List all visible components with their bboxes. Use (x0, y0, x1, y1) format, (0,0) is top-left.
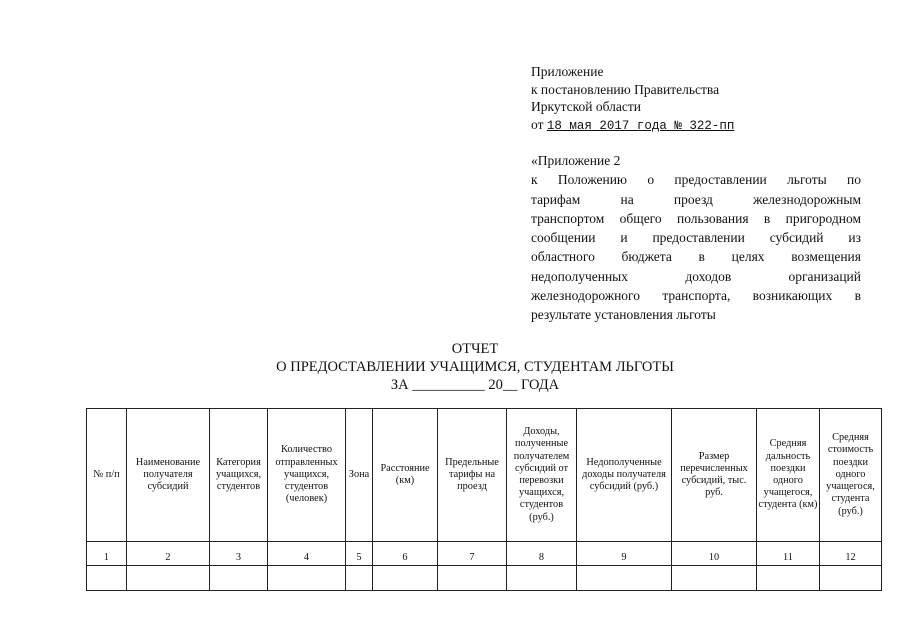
annex2-block (531, 151, 861, 325)
column-number-cell: 8 (507, 542, 577, 566)
empty-cell (438, 566, 507, 591)
annex-block (531, 63, 861, 135)
annex2-line-9: результате установления льготы (531, 307, 716, 323)
column-number-cell: 1 (87, 542, 127, 566)
annex-date-prefix: от (531, 116, 544, 132)
annex2-line-8: железнодорожного транспорта, возникающих в (531, 288, 861, 304)
header-cell: № п/п (87, 409, 127, 542)
annex-line-3: Иркутской области (531, 99, 642, 114)
header-cell: Категория учащихся, студентов (210, 409, 268, 542)
annex2-line-1: «Приложение 2 (531, 153, 621, 168)
annex2-line-6: областного бюджета в целях возмещения (531, 249, 861, 265)
report-subtitle: О ПРЕДОСТАВЛЕНИИ УЧАЩИМСЯ, СТУДЕНТАМ ЛЬГОТЫ (276, 359, 674, 375)
empty-cell (672, 566, 757, 591)
header-cell: Предельные тарифы на проезд (438, 409, 507, 542)
column-number-cell: 3 (210, 542, 268, 566)
header-cell: Количество отправленных учащихся, студентов (человек) (268, 409, 346, 542)
report-title: ОТЧЕТ (451, 341, 499, 357)
annex2-line-4: транспортом общего пользования в пригородном (531, 210, 861, 226)
annex-date-line (531, 116, 861, 136)
empty-cell (210, 566, 268, 591)
report-table (86, 408, 882, 591)
annex-line-1: Приложение (531, 64, 604, 79)
column-number-cell: 12 (820, 542, 882, 566)
empty-cell (346, 566, 373, 591)
empty-cell (757, 566, 820, 591)
header-cell: Средняя дальность поездки одного учащегося, студента (км) (757, 409, 820, 542)
annex2-line-2: к Положению о предоставлении льготы по (531, 172, 861, 188)
column-number-cell: 2 (127, 542, 210, 566)
empty-cell (268, 566, 346, 591)
table-header-row (87, 409, 882, 542)
report-title-block (230, 340, 720, 394)
annex-date-value: 18 мая 2017 года № 322-пп (546, 118, 735, 133)
annex-line-2: к постановлению Правительства (531, 81, 720, 97)
report-period-suffix: ГОДА (520, 377, 560, 393)
column-number-cell: 4 (268, 542, 346, 566)
empty-cell (87, 566, 127, 591)
table-number-row (87, 542, 882, 566)
column-number-cell: 7 (438, 542, 507, 566)
empty-cell (577, 566, 672, 591)
empty-cell (127, 566, 210, 591)
empty-cell (373, 566, 438, 591)
column-number-cell: 10 (672, 542, 757, 566)
header-cell: Расстояние (км) (373, 409, 438, 542)
header-cell: Зона (346, 409, 373, 542)
header-cell: Недополученные доходы получателя субсидий (руб.) (577, 409, 672, 542)
column-number-cell: 9 (577, 542, 672, 566)
header-cell: Доходы, полученные получателем субсидий от перевозки учащихся, студентов (руб.) (507, 409, 577, 542)
report-period-year: 20__ (488, 377, 518, 393)
empty-cell (507, 566, 577, 591)
annex2-line-3: тарифам на проезд железнодорожным (531, 191, 861, 207)
report-period-blank: __________ (412, 377, 485, 393)
column-number-cell: 11 (757, 542, 820, 566)
column-number-cell: 6 (373, 542, 438, 566)
report-period (230, 376, 720, 394)
column-number-cell: 5 (346, 542, 373, 566)
header-cell: Наименование получателя субсидий (127, 409, 210, 542)
empty-cell (820, 566, 882, 591)
header-cell: Средняя стоимость поездки одного учащегося, студента (руб.) (820, 409, 882, 542)
table-empty-row (87, 566, 882, 591)
annex2-line-7: недополученных доходов организаций (531, 268, 861, 284)
header-cell: Размер перечисленных субсидий, тыс. руб. (672, 409, 757, 542)
report-period-prefix: ЗА (390, 377, 409, 393)
annex2-line-5: сообщении и предоставлении субсидий из (531, 230, 861, 246)
